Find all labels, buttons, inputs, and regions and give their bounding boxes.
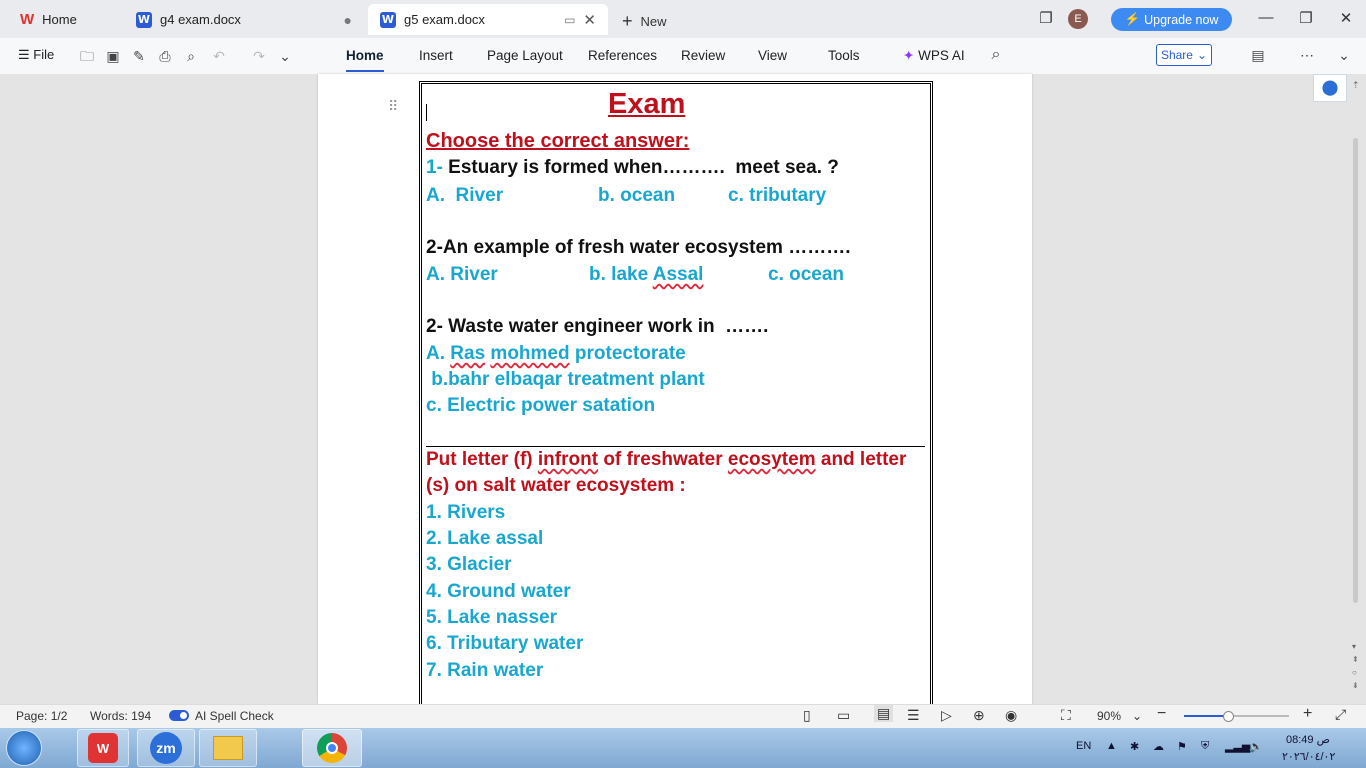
instruction-saltwater: (s) on salt water ecosystem : (426, 475, 686, 496)
open-folder-icon[interactable]: 🗀 (80, 48, 94, 64)
outline-icon[interactable]: ☰ (907, 707, 920, 723)
instruction-text: of freshwater (598, 449, 728, 470)
zoom-app-icon: zm (150, 732, 182, 764)
instruction-freshwater (426, 449, 906, 471)
q1-option-a: A. River (426, 185, 504, 206)
tab-references[interactable]: References (588, 48, 658, 63)
horizontal-rule (426, 446, 925, 447)
clock-date[interactable]: ٢٠٢٦/٠٤/٠٢ (1282, 751, 1336, 763)
page-nav-icons[interactable]: ▾ ⇞ ○ ⇟ (1352, 642, 1359, 690)
list-item: 4. Ground water (426, 581, 571, 602)
minimize-icon[interactable]: — (1258, 9, 1274, 26)
wps-ai-button[interactable] (903, 48, 965, 64)
option-text: A. (426, 343, 451, 364)
tab-label: Home (42, 12, 77, 27)
wps-logo-icon: W (20, 11, 35, 28)
drag-handle-icon[interactable]: ⠿ (388, 98, 399, 114)
taskbar-explorer[interactable] (199, 729, 257, 767)
spell-check-toggle[interactable] (169, 710, 189, 721)
upgrade-button[interactable] (1111, 8, 1232, 31)
question-2: 2-An example of fresh water ecosystem ………. (426, 237, 851, 258)
instruction-choose: Choose the correct answer: (426, 130, 690, 152)
plus-icon: + (622, 11, 633, 31)
print-preview-icon[interactable]: ⌕ (187, 48, 195, 64)
tab-label: g4 exam.docx (160, 12, 241, 27)
chevron-down-icon[interactable]: ⌄ (279, 48, 291, 64)
list-item: 2. Lake assal (426, 528, 544, 549)
new-tab-label: New (640, 14, 667, 29)
spelling-error[interactable]: Assal (652, 264, 704, 285)
q3-option-c: c. Electric power satation (426, 395, 656, 416)
tab-home-ribbon[interactable]: Home (346, 48, 384, 63)
tab-tools[interactable]: Tools (828, 48, 860, 63)
share-button[interactable] (1156, 44, 1212, 66)
start-button-icon[interactable] (6, 730, 42, 766)
bluetooth-icon[interactable]: ✱ (1130, 741, 1140, 753)
sparkle-icon: ✦ (903, 48, 915, 63)
page-mode-icon[interactable]: ▭ (837, 707, 851, 723)
question-number: 1- (426, 157, 443, 178)
zoom-out-icon[interactable]: − (1157, 705, 1167, 722)
network-icon[interactable]: ▂▃▅ (1225, 741, 1251, 753)
tab-page-layout[interactable]: Page Layout (487, 48, 563, 63)
show-hidden-icons-icon[interactable]: ▲ (1106, 740, 1117, 752)
list-item: 3. Glacier (426, 554, 512, 575)
zoom-level[interactable]: 90% (1097, 709, 1122, 723)
q2-option-b (589, 264, 703, 286)
folder-icon (213, 736, 243, 760)
text-cursor (426, 104, 427, 121)
spelling-error[interactable]: ecosytem (727, 449, 816, 470)
taskbar-zoom[interactable] (137, 729, 195, 767)
question-text: Estuary is formed when………. meet sea. ? (442, 157, 839, 178)
file-menu-button[interactable] (18, 47, 54, 63)
taskbar-wps[interactable] (77, 729, 129, 767)
option-text: b. lake (589, 264, 653, 285)
chrome-app-icon (317, 733, 347, 763)
tab-g5-exam[interactable] (368, 4, 608, 35)
web-layout-icon[interactable]: ⊕ (973, 707, 985, 723)
q1-option-b: b. ocean (598, 185, 676, 206)
restore-icon[interactable]: ❐ (1299, 10, 1313, 27)
location-pin-icon[interactable]: ⬤ (1313, 74, 1347, 102)
upgrade-label: Upgrade now (1144, 12, 1219, 27)
writer-doc-icon: W (381, 13, 395, 26)
print-icon[interactable]: ⎙ (159, 48, 171, 64)
volume-icon[interactable]: 🔈 (1249, 741, 1263, 753)
spell-check-label: AI Spell Check (195, 709, 274, 723)
menu-icon: ☰ (18, 47, 30, 62)
tab-review[interactable]: Review (681, 48, 726, 63)
fit-page-icon[interactable]: ⛶ (1061, 707, 1071, 723)
spelling-error[interactable]: infront (537, 449, 599, 470)
instruction-text: Put letter (f) (426, 449, 538, 470)
wps-app-icon: W (88, 733, 118, 763)
word-count[interactable]: Words: 194 (90, 709, 152, 723)
q2-option-c: c. ocean (768, 264, 845, 285)
wps-ai-label: WPS AI (918, 48, 965, 63)
zoom-in-icon[interactable]: + (1303, 705, 1313, 722)
play-icon[interactable]: ▷ (941, 707, 952, 723)
language-indicator[interactable]: EN (1076, 740, 1092, 752)
undo-icon[interactable]: ↶ (213, 48, 225, 64)
instruction-text: and letter (815, 449, 907, 470)
vertical-scrollbar-thumb[interactable] (1353, 138, 1358, 603)
eye-protection-icon[interactable]: ◉ (1005, 707, 1018, 723)
tab-dot-icon[interactable]: ● (343, 11, 352, 28)
spelling-error[interactable]: Ras (450, 343, 486, 364)
tab-view[interactable]: View (758, 48, 788, 63)
q1-option-c: c. tributary (728, 185, 827, 206)
chevron-down-icon[interactable]: ⌄ (1132, 709, 1143, 723)
writer-doc-icon: W (137, 13, 151, 26)
file-label: File (33, 47, 55, 62)
tab-list-icon[interactable]: ❐ (1039, 10, 1053, 27)
q3-option-b: b.bahr elbaqar treatment plant (426, 369, 705, 390)
new-tab-button[interactable] (622, 11, 667, 32)
flag-icon[interactable]: ⚑ (1177, 741, 1187, 753)
bolt-icon: ⚡ (1124, 12, 1141, 26)
search-icon[interactable]: ⌕ (991, 46, 1001, 63)
security-icon[interactable]: ⛨ (1201, 740, 1210, 752)
q3-option-a (426, 343, 686, 365)
tab-home[interactable] (8, 4, 120, 35)
side-panel-toggle-icon[interactable]: ⇡ (1352, 80, 1360, 90)
tab-insert[interactable]: Insert (419, 48, 453, 63)
list-item: 6. Tributary water (426, 633, 584, 654)
more-icon[interactable]: ⋯ (1300, 47, 1314, 63)
share-label: Share (1160, 48, 1193, 62)
q2-option-a: A. River (426, 264, 498, 285)
window-mode-icon[interactable]: ▭ (564, 12, 576, 27)
spelling-error[interactable]: mohmed (490, 343, 570, 364)
close-window-icon[interactable]: ✕ (1339, 10, 1353, 27)
read-mode-icon[interactable]: ▯ (803, 707, 811, 723)
close-tab-icon[interactable]: ✕ (583, 11, 596, 29)
question-1 (426, 157, 839, 179)
save-icon[interactable]: ▣ (106, 48, 120, 64)
format-painter-icon[interactable]: ✎ (133, 48, 145, 64)
tab-g4-exam[interactable] (124, 4, 364, 35)
page-indicator[interactable]: Page: 1/2 (16, 709, 68, 723)
tab-label: g5 exam.docx (404, 12, 485, 27)
collapse-ribbon-icon[interactable]: ⌄ (1338, 47, 1350, 63)
list-item: 5. Lake nasser (426, 607, 557, 628)
avatar[interactable]: E (1068, 9, 1088, 29)
onedrive-icon[interactable]: ☁ (1153, 741, 1164, 753)
redo-icon[interactable]: ↷ (253, 48, 265, 64)
chevron-down-icon: ⌄ (1196, 48, 1208, 62)
exam-title: Exam (608, 88, 686, 120)
print-layout-icon[interactable]: ▤ (874, 705, 893, 722)
list-item: 7. Rain water (426, 660, 544, 681)
zoom-slider-fill (1184, 715, 1228, 717)
taskbar-chrome[interactable] (302, 729, 362, 767)
option-text: protectorate (569, 343, 686, 364)
list-item: 1. Rivers (426, 502, 506, 523)
question-3: 2- Waste water engineer work in ……. (426, 316, 769, 337)
fullscreen-icon[interactable]: ⤢ (1335, 706, 1347, 722)
clock-time[interactable]: 08:49 ص (1286, 734, 1330, 746)
comment-icon[interactable]: ▤ (1251, 47, 1265, 63)
